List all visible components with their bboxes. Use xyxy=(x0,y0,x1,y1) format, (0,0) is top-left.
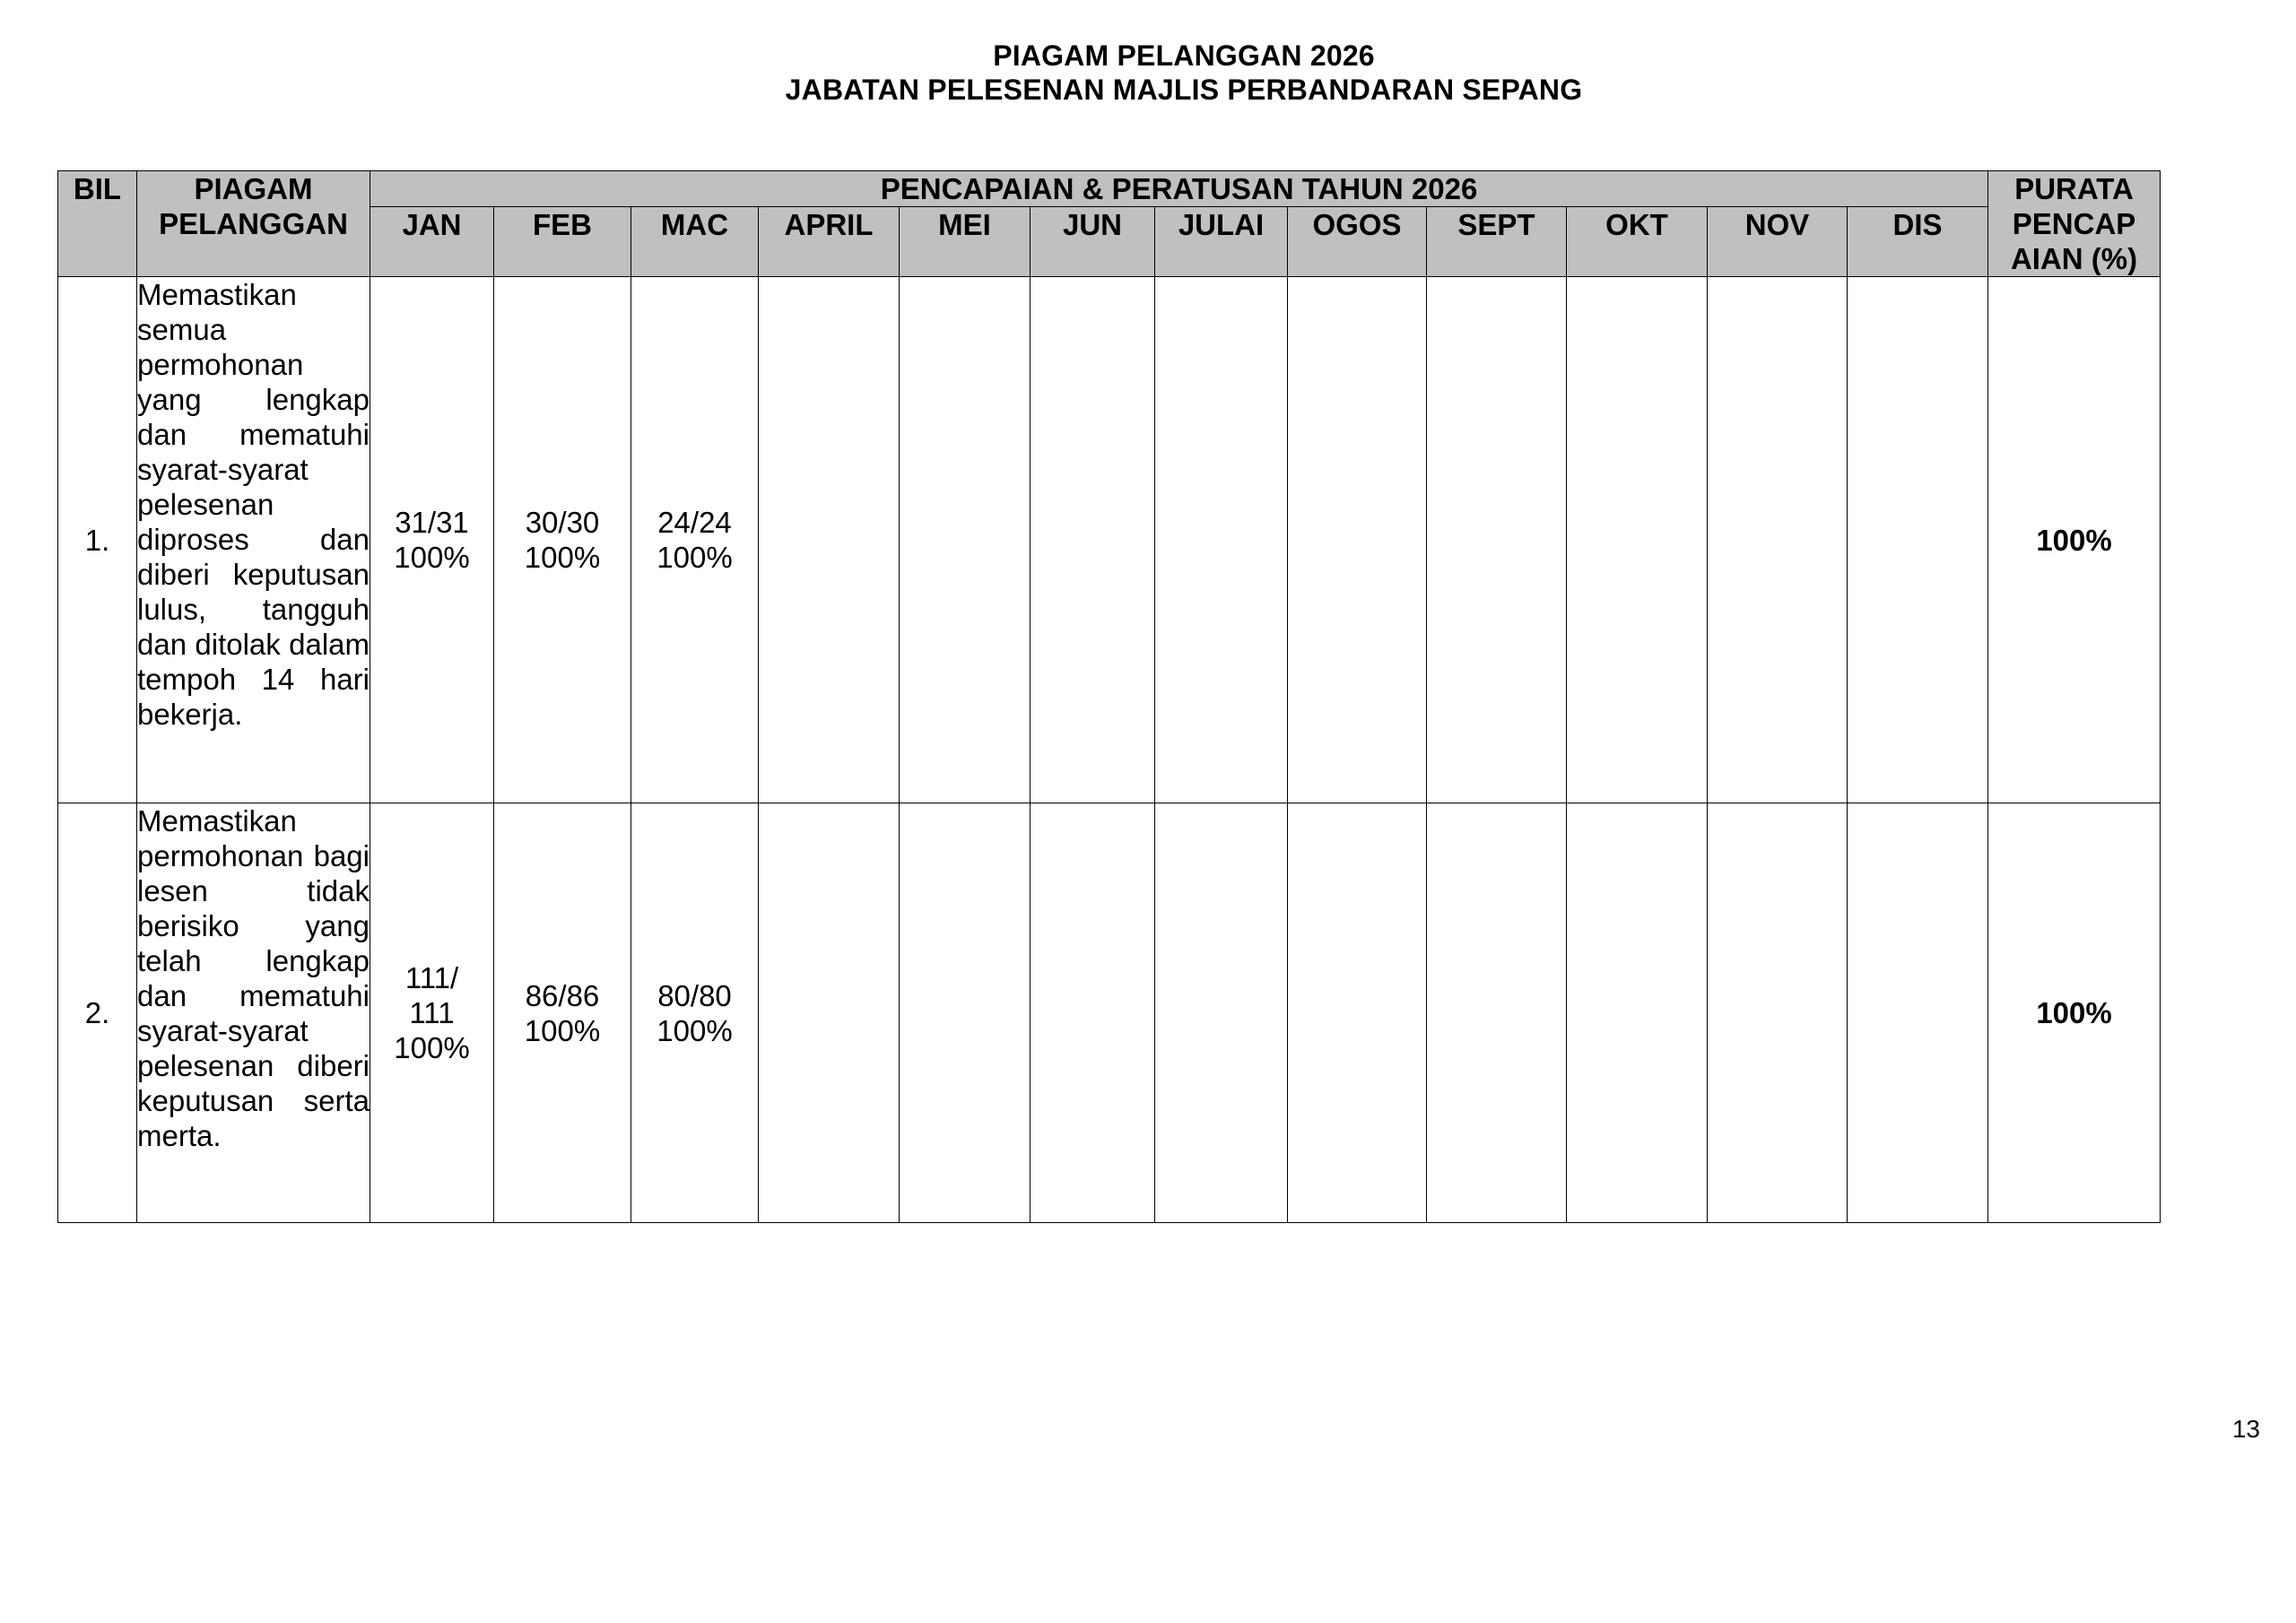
month-cell-ogos xyxy=(1288,277,1427,803)
month-percent: 100% xyxy=(657,1013,733,1047)
header-month-april: APRIL xyxy=(759,207,900,277)
month-cell-nov xyxy=(1708,277,1848,803)
header-month-jun: JUN xyxy=(1031,207,1155,277)
header-achievement-group: PENCAPAIAN & PERATUSAN TAHUN 2026 xyxy=(370,171,1988,207)
header-average: PURATA PENCAP AIAN (%) xyxy=(1988,171,2161,277)
charter-description: Memastikan permohonan bagi lesen tidak berisiko yang telah lengkap dan mematuhi syarat-syarat pelesenan diberi keputusan serta merta. xyxy=(137,803,370,1223)
average-achievement: 100% xyxy=(1988,277,2161,803)
month-cell-dis xyxy=(1848,803,1988,1223)
month-cell-sept xyxy=(1427,803,1567,1223)
month-cell-jun xyxy=(1031,277,1155,803)
header-month-mei: MEI xyxy=(900,207,1031,277)
header-month-dis: DIS xyxy=(1848,207,1988,277)
month-cell-julai xyxy=(1155,277,1288,803)
month-cell-sept xyxy=(1427,277,1567,803)
month-cell-feb xyxy=(494,277,631,803)
month-percent: 100% xyxy=(394,1031,470,1064)
month-cell-okt xyxy=(1567,277,1708,803)
month-count: 31/31 xyxy=(395,506,469,539)
header-month-okt: OKT xyxy=(1567,207,1708,277)
row-number: 2. xyxy=(58,803,137,1223)
header-month-sept: SEPT xyxy=(1427,207,1567,277)
month-cell-jan xyxy=(370,803,494,1223)
month-cell-julai xyxy=(1155,803,1288,1223)
month-count: 80/80 xyxy=(657,978,732,1012)
month-cell-mei xyxy=(900,803,1031,1223)
month-cell-okt xyxy=(1567,803,1708,1223)
month-cell-mac xyxy=(631,803,759,1223)
month-count: 111/ 111 xyxy=(404,961,459,1029)
month-cell-dis xyxy=(1848,277,1988,803)
header-month-julai: JULAI xyxy=(1155,207,1288,277)
month-percent: 100% xyxy=(524,1013,601,1047)
page-number: 13 xyxy=(2231,1415,2260,1443)
month-cell-mei xyxy=(900,277,1031,803)
month-cell-jan xyxy=(370,277,494,803)
month-cell-april xyxy=(759,277,900,803)
month-percent: 100% xyxy=(657,541,733,574)
header-month-nov: NOV xyxy=(1708,207,1848,277)
month-count: 30/30 xyxy=(525,506,600,539)
month-percent: 100% xyxy=(524,541,601,574)
month-percent: 100% xyxy=(394,541,470,574)
document-title: PIAGAM PELANGGAN 2026 xyxy=(993,39,1375,72)
header-bil: BIL xyxy=(58,171,137,277)
month-count: 86/86 xyxy=(525,978,600,1012)
customer-charter-table xyxy=(57,170,2161,1223)
row-number: 1. xyxy=(58,277,137,803)
header-piagam-pelanggan: PIAGAM PELANGGAN xyxy=(137,171,370,277)
month-cell-jun xyxy=(1031,803,1155,1223)
month-cell-april xyxy=(759,803,900,1223)
month-count: 24/24 xyxy=(657,506,732,539)
header-month-mac: MAC xyxy=(631,207,759,277)
header-month-jan: JAN xyxy=(370,207,494,277)
charter-description: Memastikan semua permohonan yang lengkap dan mematuhi syarat-syarat pelesenan diproses dan diberi keputusan lulus, tangguh dan ditolak dalam tempoh 14 hari bekerja. xyxy=(137,277,370,803)
month-cell-ogos xyxy=(1288,803,1427,1223)
table-row xyxy=(58,803,2161,1223)
header-month-ogos: OGOS xyxy=(1288,207,1427,277)
document-subtitle: JABATAN PELESENAN MAJLIS PERBANDARAN SEPANG xyxy=(785,74,1583,106)
month-cell-mac xyxy=(631,277,759,803)
table-row xyxy=(58,277,2161,803)
month-cell-nov xyxy=(1708,803,1848,1223)
header-month-feb: FEB xyxy=(494,207,631,277)
month-cell-feb xyxy=(494,803,631,1223)
average-achievement: 100% xyxy=(1988,803,2161,1223)
